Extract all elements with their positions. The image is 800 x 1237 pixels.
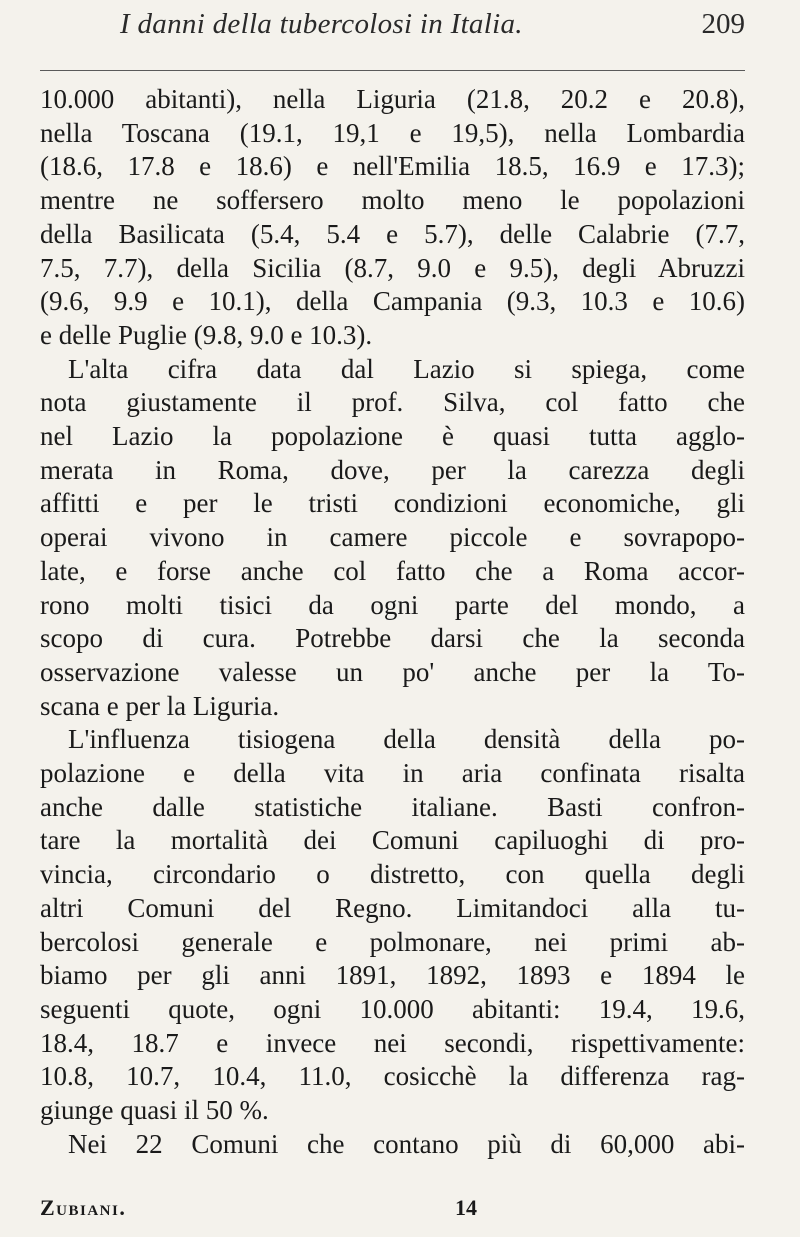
text-line: Nei 22 Comuni che contano più di 60,000 abi- <box>68 1128 745 1159</box>
text-line: altri Comuni del Regno. Limitandoci alla tu- <box>40 892 745 923</box>
text-line: nel Lazio la popolazione è quasi tutta agglo- <box>40 421 745 452</box>
text-line: (18.6, 17.8 e 18.6) e nell'Emilia 18.5, 16.9 e 17.3); <box>40 151 745 182</box>
text-line: 10.000 abitanti), nella Liguria (21.8, 20.2 e 20.8), <box>40 84 745 114</box>
running-header <box>40 8 745 52</box>
running-title: I danni della tubercolosi in Italia. <box>120 8 523 40</box>
text-line: nella Toscana (19.1, 19,1 e 19,5), nella Lombardia <box>40 117 745 148</box>
signature-footer <box>40 1195 745 1225</box>
text-line: rono molti tisici da ogni parte del mondo, a <box>40 589 745 620</box>
text-line: scopo di cura. Potrebbe darsi che la seconda <box>40 623 745 654</box>
text-line: giunge quasi il 50 %. <box>40 1095 269 1126</box>
text-line: L'influenza tisiogena della densità della po- <box>68 724 745 755</box>
text-line: tare la mortalità dei Comuni capiluoghi di pro- <box>40 825 745 856</box>
text-line: osservazione valesse un po' anche per la To- <box>40 656 745 687</box>
text-line: 10.8, 10.7, 10.4, 11.0, cosicchè la differenza rag- <box>40 1061 745 1092</box>
book-page <box>40 0 760 1237</box>
text-line: L'alta cifra data dal Lazio si spiega, come <box>68 353 745 384</box>
text-line: biamo per gli anni 1891, 1892, 1893 e 1894 le <box>40 960 745 991</box>
printer-signature: Zubiani. <box>40 1195 127 1220</box>
text-line: seguenti quote, ogni 10.000 abitanti: 19.4, 19.6, <box>40 993 745 1024</box>
signature-mark: 14 <box>455 1195 477 1220</box>
text-line: affitti e per le tristi condizioni economiche, gli <box>40 488 745 519</box>
text-line: late, e forse anche col fatto che a Roma accor- <box>40 555 745 586</box>
text-line: 18.4, 18.7 e invece nei secondi, rispettivamente: <box>40 1027 745 1058</box>
text-line: bercolosi generale e polmonare, nei primi ab- <box>40 926 745 957</box>
text-line: scana e per la Liguria. <box>40 690 280 721</box>
text-line: operai vivono in camere piccole e sovrapopo- <box>40 522 745 553</box>
text-line: 7.5, 7.7), della Sicilia (8.7, 9.0 e 9.5), degli Abruzzi <box>40 252 745 283</box>
text-line: vincia, circondario o distretto, con quella degli <box>40 859 745 890</box>
text-line: della Basilicata (5.4, 5.4 e 5.7), delle Calabrie (7.7, <box>40 218 745 249</box>
text-line: anche dalle statistiche italiane. Basti confron- <box>40 791 745 822</box>
text-line: merata in Roma, dove, per la carezza degli <box>40 454 745 485</box>
body-text <box>40 83 745 1162</box>
text-line: polazione e della vita in aria confinata risalta <box>40 758 745 789</box>
header-rule <box>40 70 745 71</box>
page-number: 209 <box>701 8 745 40</box>
text-line: mentre ne soffersero molto meno le popolazioni <box>40 185 745 216</box>
text-line: e delle Puglie (9.8, 9.0 e 10.3). <box>40 319 373 350</box>
text-line: (9.6, 9.9 e 10.1), della Campania (9.3, 10.3 e 10.6) <box>40 286 745 317</box>
text-line: nota giustamente il prof. Silva, col fatto che <box>40 387 745 418</box>
